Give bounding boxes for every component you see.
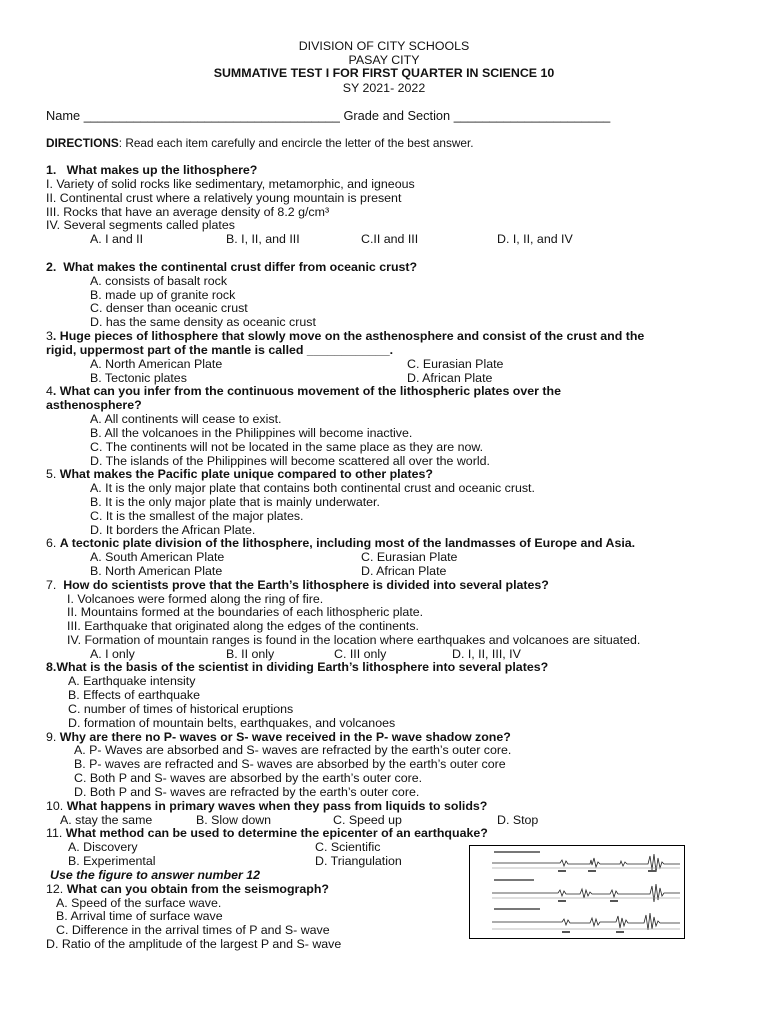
q1-choice-a[interactable]: A. I and II (90, 232, 144, 246)
q12-choice-c[interactable]: C. Difference in the arrival times of P and S- wave (56, 923, 330, 937)
q6-choice-d[interactable]: D. African Plate (361, 564, 447, 578)
q10-choice-d[interactable]: D. Stop (497, 813, 539, 827)
q5-choice-d[interactable]: D. It borders the African Plate. (90, 523, 256, 537)
q5-choice-a[interactable]: A. It is the only major plate that contains both continental crust and oceanic crust. (90, 481, 535, 495)
q7-statement-2: II. Mountains formed at the boundaries of each lithospheric plate. (67, 605, 424, 619)
q9-choice-d[interactable]: D. Both P and S- waves are refracted by the earth’s outer core. (74, 785, 420, 799)
q6-choice-b[interactable]: B. North American Plate (90, 564, 223, 578)
directions (46, 136, 474, 150)
q3-choice-a[interactable]: A. North American Plate (90, 357, 223, 371)
q11-choice-a[interactable]: A. Discovery (68, 840, 138, 854)
q7-choice-c[interactable]: C. III only (334, 647, 387, 661)
q6-choice-c[interactable]: C. Eurasian Plate (361, 550, 458, 564)
q7-choice-a[interactable]: A. I only (90, 647, 135, 661)
q11-text: What method can be used to determine the epicenter of an earthquake? (65, 826, 488, 840)
q8-choice-d[interactable]: D. formation of mountain belts, earthquakes, and volcanoes (68, 716, 396, 730)
q7-statement-4: IV. Formation of mountain ranges is found in the location where earthquakes and volcanoes are situated. (67, 633, 641, 647)
q4-question-line-1 (46, 384, 561, 398)
q1-statement-2: II. Continental crust where a relatively young mountain is present (46, 191, 402, 205)
city-heading: PASAY CITY (348, 53, 420, 67)
q4-choice-d[interactable]: D. The islands of the Philippines will become scattered all over the world. (90, 454, 490, 468)
q11-number: 11. (46, 826, 63, 840)
q7-question (46, 578, 549, 592)
q7-number: 7. (46, 578, 57, 592)
q12-question (46, 882, 329, 896)
q4-text-1: . What can you infer from the continuous movement of the lithospheric plates over the (52, 384, 561, 398)
q4-choice-a[interactable]: A. All continents will cease to exist. (90, 412, 282, 426)
q1-choice-d[interactable]: D. I, II, and IV (497, 232, 573, 246)
q6-question (46, 536, 635, 550)
q11-choice-b[interactable]: B. Experimental (68, 854, 156, 868)
q8-text: What is the basis of the scientist in dividing Earth’s lithosphere into several plates? (56, 660, 549, 674)
q9-choice-a[interactable]: A. P- Waves are absorbed and S- waves are refracted by the earth’s outer core. (74, 743, 512, 757)
q3-text-1: . Huge pieces of lithosphere that slowly move on the asthenosphere and consist of the crust and the (52, 329, 645, 343)
q9-text: Why are there no P- waves or S- wave received in the P- wave shadow zone? (59, 730, 511, 744)
q5-question (46, 467, 433, 481)
q2-question (46, 260, 417, 274)
q3-choice-c[interactable]: C. Eurasian Plate (407, 357, 504, 371)
q1-choice-c[interactable]: C.II and III (361, 232, 419, 246)
q9-choice-b[interactable]: B. P- waves are refracted and S- waves are absorbed by the earth’s outer core (74, 757, 506, 771)
division-heading: DIVISION OF CITY SCHOOLS (298, 39, 470, 53)
name-grade-line: Name ____________________________________ Grade and Section ______________________ (46, 108, 611, 123)
q4-choice-c[interactable]: C. The continents will not be located in the same place as they are now. (90, 440, 484, 454)
q12-text: What can you obtain from the seismograph? (66, 882, 329, 896)
q3-choice-d[interactable]: D. African Plate (407, 371, 493, 385)
q1-statement-1: I. Variety of solid rocks like sedimentary, metamorphic, and igneous (46, 177, 415, 191)
q8-number: 8. (46, 660, 57, 674)
q3-question-line-1 (46, 329, 644, 343)
q2-choice-b[interactable]: B. made up of granite rock (90, 288, 236, 302)
q9-question (46, 730, 511, 744)
q5-choice-b[interactable]: B. It is the only major plate that is mainly underwater. (90, 495, 380, 509)
q10-choice-c[interactable]: C. Speed up (333, 813, 402, 827)
q10-number: 10. (46, 799, 64, 813)
test-title: SUMMATIVE TEST I FOR FIRST QUARTER IN SCIENCE 10 (213, 66, 555, 80)
q1-text: What makes up the lithosphere? (66, 163, 258, 177)
q4-number: 4 (46, 384, 53, 398)
q11-choice-d[interactable]: D. Triangulation (315, 854, 402, 868)
seismograph-figure (469, 845, 685, 939)
q2-choice-c[interactable]: C. denser than oceanic crust (90, 301, 248, 315)
q12-number: 12. (46, 882, 64, 896)
q5-text: What makes the Pacific plate unique compared to other plates? (59, 467, 433, 481)
q11-question (46, 826, 488, 840)
q2-choice-a[interactable]: A. consists of basalt rock (90, 274, 228, 288)
figure-instruction: Use the figure to answer number 12 (50, 868, 261, 882)
q5-choice-c[interactable]: C. It is the smallest of the major plates. (90, 509, 304, 523)
q4-question-line-2: asthenosphere? (46, 398, 142, 412)
q1-question (46, 163, 257, 177)
school-year: SY 2021- 2022 (342, 81, 426, 95)
q3-question-line-2: rigid, uppermost part of the mantle is called ____________. (46, 343, 394, 357)
q10-question (46, 799, 487, 813)
q7-choice-d[interactable]: D. I, II, III, IV (452, 647, 521, 661)
q7-choice-b[interactable]: B. II only (226, 647, 275, 661)
q7-statement-1: I. Volcanoes were formed along the ring of fire. (67, 592, 324, 606)
q8-choice-c[interactable]: C. number of times of historical eruptions (68, 702, 294, 716)
q9-number: 9. (46, 730, 57, 744)
q8-choice-a[interactable]: A. Earthquake intensity (68, 674, 196, 688)
q1-choice-b[interactable]: B. I, II, and III (226, 232, 300, 246)
q10-choice-b[interactable]: B. Slow down (196, 813, 272, 827)
q9-choice-c[interactable]: C. Both P and S- waves are absorbed by the earth’s outer core. (74, 771, 423, 785)
directions-text: : Read each item carefully and encircle the letter of the best answer. (118, 136, 474, 150)
q6-choice-a[interactable]: A. South American Plate (90, 550, 225, 564)
q11-choice-c[interactable]: C. Scientific (315, 840, 381, 854)
directions-label: DIRECTIONS (46, 136, 119, 150)
q7-text: How do scientists prove that the Earth’s lithosphere is divided into several plates? (63, 578, 549, 592)
q8-question (46, 660, 548, 674)
q10-choice-a[interactable]: A. stay the same (60, 813, 153, 827)
q6-text: A tectonic plate division of the lithosphere, including most of the landmasses of Europe and Asia. (59, 536, 636, 550)
q6-number: 6. (46, 536, 57, 550)
q3-number: 3 (46, 329, 53, 343)
seismograph-traces-image (470, 846, 684, 938)
q3-choice-b[interactable]: B. Tectonic plates (90, 371, 187, 385)
q2-choice-d[interactable]: D. has the same density as oceanic crust (90, 315, 316, 329)
q12-choice-b[interactable]: B. Arrival time of surface wave (56, 909, 223, 923)
q12-choice-d[interactable]: D. Ratio of the amplitude of the largest P and S- wave (46, 937, 342, 951)
q10-text: What happens in primary waves when they pass from liquids to solids? (66, 799, 488, 813)
q7-statement-3: III. Earthquake that originated along the edges of the continents. (67, 619, 420, 633)
q1-statement-4: IV. Several segments called plates (46, 218, 235, 232)
q1-statement-3: III. Rocks that have an average density of 8.2 g/cm³ (46, 205, 330, 219)
q5-number: 5. (46, 467, 57, 481)
q4-choice-b[interactable]: B. All the volcanoes in the Philippines will become inactive. (90, 426, 413, 440)
q12-choice-a[interactable]: A. Speed of the surface wave. (56, 896, 222, 910)
q1-number: 1. (46, 163, 57, 177)
q2-text: What makes the continental crust differ from oceanic crust? (63, 260, 418, 274)
q8-choice-b[interactable]: B. Effects of earthquake (68, 688, 201, 702)
q2-number: 2. (46, 260, 57, 274)
